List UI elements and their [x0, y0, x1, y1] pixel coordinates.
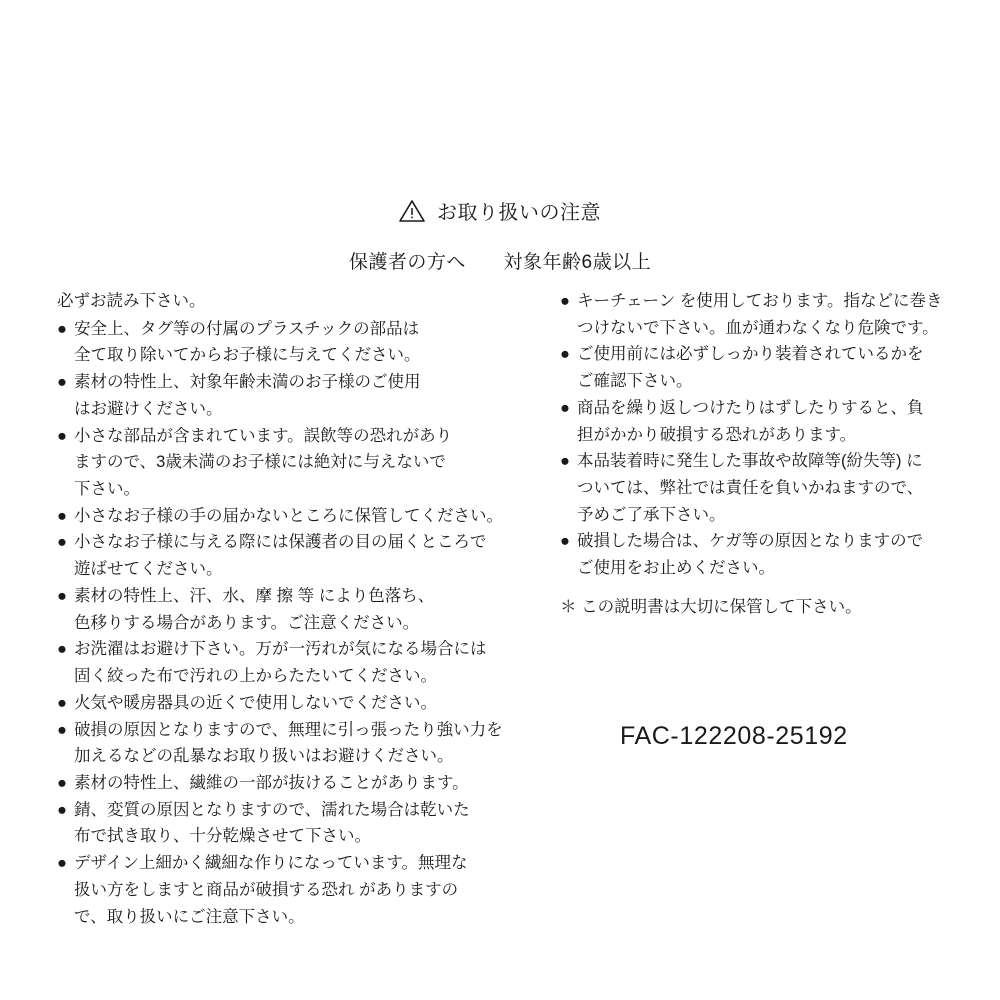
list-item-line: 破損の原因となりますので、無理に引っ張ったり強い力を [74, 720, 503, 739]
list-item [57, 850, 527, 930]
page-title: お取り扱いの注意 [437, 202, 601, 224]
list-item-line: 布で拭き取り、十分乾燥させて下さい。 [74, 827, 371, 846]
list-item [57, 770, 527, 797]
lead-text: 必ずお読み下さい。 [57, 292, 206, 310]
list-item-line: 素材の特性上、対象年齢未満のお子様のご使用 [74, 373, 421, 392]
storage-note: ＊ この説明書は大切に保管して下さい。 [560, 598, 862, 616]
list-item-line: お洗濯はお避け下さい。万が一汚れが気になる場合には [74, 640, 487, 659]
list-item [560, 528, 960, 581]
list-item-line: 全て取り除いてからお子様に与えてください。 [74, 346, 421, 365]
list-item-line: 固く絞った布で汚れの上からたたいてください。 [74, 667, 437, 686]
bullet-dot: ● [57, 720, 67, 739]
subtitle-age: 対象年齢6歳以上 [503, 252, 652, 273]
list-item-line: 火気や暖房器具の近くで使用しないでください。 [74, 693, 437, 712]
bullet-dot: ● [57, 800, 67, 819]
list-item-line: 小さなお子様の手の届かないところに保管してください。 [74, 506, 503, 525]
list-item-line: ご使用前には必ずしっかり装着されているかを [577, 345, 924, 364]
bullet-dot: ● [560, 345, 570, 364]
list-item-line: 錆、変質の原因となりますので、濡れた場合は乾いた [74, 800, 470, 819]
bullet-dot: ● [57, 773, 67, 792]
list-item-line: 商品を繰り返しつけたりはずしたりすると、負 [577, 398, 924, 417]
list-item [57, 369, 527, 422]
left-column [57, 288, 527, 930]
list-item-line: ついては、弊社では責任を負いかねますので、 [577, 479, 924, 498]
list-item [57, 636, 527, 689]
bullet-dot: ● [57, 373, 67, 392]
bullet-dot: ● [57, 319, 67, 338]
right-column [560, 288, 960, 582]
warning-triangle-icon [399, 199, 425, 223]
list-item [560, 395, 960, 448]
list-item [57, 503, 527, 530]
bullet-dot: ● [57, 586, 67, 605]
list-item-line: 素材の特性上、繊維の一部が抜けることがあります。 [74, 773, 469, 792]
list-item [57, 423, 527, 503]
list-item-line: 予めご了承下さい。 [577, 505, 726, 524]
list-item-line: 加えるなどの乱暴なお取り扱いはお避けください。 [74, 747, 454, 766]
list-item [57, 690, 527, 717]
list-item-line: 本品装着時に発生した事故や故障等(紛失等) に [577, 452, 923, 471]
list-item-line: 小さな部品が含まれています。誤飲等の恐れがあり [74, 426, 453, 445]
right-bullet-list [560, 288, 960, 582]
list-item [560, 288, 960, 341]
list-item-line: キーチェーン を使用しております。指などに巻き [577, 292, 943, 310]
bullet-dot: ● [57, 506, 67, 525]
list-item-line: はお避けください。 [74, 399, 223, 418]
list-item [560, 448, 960, 528]
list-item-line: つけないで下さい。血が通わなくなり危険です。 [577, 318, 939, 337]
list-item-line: 小さなお子様に与える際には保護者の目の届くところで [74, 533, 487, 552]
list-item-line: デザイン上細かく繊細な作りになっています。無理な [74, 854, 468, 873]
bullet-dot: ● [57, 693, 67, 712]
bullet-dot: ● [57, 854, 67, 873]
subtitle-guardian: 保護者の方へ [348, 252, 466, 273]
title-row [0, 196, 1000, 225]
bullet-dot: ● [560, 398, 570, 417]
bullet-dot: ● [560, 452, 570, 471]
list-item-line: で、取り扱いにご注意下さい。 [74, 907, 305, 926]
list-item-line: 安全上、タグ等の付属のプラスチックの部品は [74, 319, 420, 338]
list-item [57, 316, 527, 369]
list-item [560, 341, 960, 394]
list-item-line: 扱い方をしますと商品が破損する恐れ がありますの [74, 880, 459, 899]
list-item-line: ご確認下さい。 [577, 372, 693, 391]
list-item [57, 583, 527, 636]
product-code: FAC-122208-25192 [620, 722, 848, 750]
left-bullet-list [57, 316, 527, 931]
subtitle-row [0, 247, 1000, 274]
list-item-line: 担がかかり破損する恐れがあります。 [577, 425, 857, 444]
bullet-dot: ● [57, 640, 67, 659]
list-item [57, 529, 527, 582]
list-item-line: 色移りする場合があります。ご注意ください。 [74, 613, 420, 632]
bullet-dot: ● [560, 532, 570, 551]
list-item-line: 下さい。 [74, 480, 140, 499]
list-item-line: 素材の特性上、汗、水、摩 擦 等 により色落ち、 [74, 586, 435, 605]
bullet-dot: ● [57, 426, 67, 445]
list-item-line: ご使用をお止めください。 [577, 559, 775, 578]
list-item-line: 遊ばせてください。 [74, 560, 223, 579]
list-item-line: 破損した場合は、ケガ等の原因となりますので [577, 532, 924, 551]
list-item-line: ますので、3歳未満のお子様には絶対に与えないで [74, 453, 446, 472]
bullet-dot: ● [560, 292, 570, 310]
bullet-dot: ● [57, 533, 67, 552]
list-item [57, 797, 527, 850]
list-item [57, 717, 527, 770]
header [0, 196, 1000, 274]
